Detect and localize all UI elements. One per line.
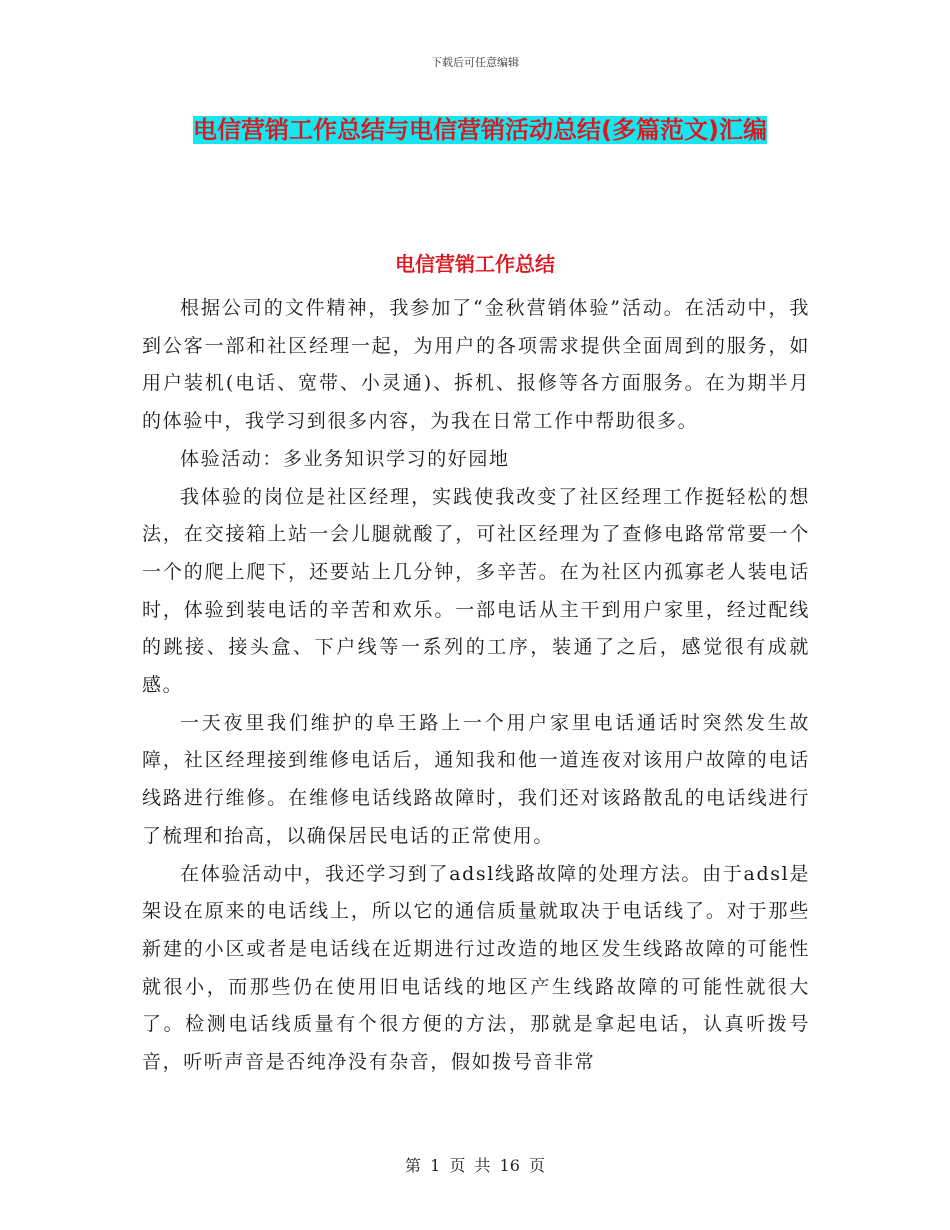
document-body xyxy=(142,290,810,1082)
paragraph: 在体验活动中，我还学习到了adsl线路故障的处理方法。由于adsl是架设在原来的电话线上，所以它的通信质量就取决于电话线了。对于那些新建的小区或者是电话线在近期进行过改造的地区发生线路故障的可能性就很小，而那些仍在使用旧电话线的地区产生线路故障的可能性就很大了。检测电话线质量有个很方便的方法，那就是拿起电话，认真听拨号音，听听声音是否纯净没有杂音，假如拨号音非常 xyxy=(142,862,810,1074)
document-title-text: 电信营销工作总结与电信营销活动总结(多篇范文)汇编 xyxy=(193,116,767,144)
paragraph: 根据公司的文件精神，我参加了“金秋营销体验”活动。在活动中，我到公客一部和社区经理一起，为用户的各项需求提供全面周到的服务，如用户装机(电话、宽带、小灵通)、拆机、报修等各方面服务。在为期半月的体验中，我学习到很多内容，为我在日常工作中帮助很多。 xyxy=(142,297,810,433)
page-footer: 第 1 页 共 16 页 xyxy=(405,1156,545,1175)
paragraph: 一天夜里我们维护的阜王路上一个用户家里电话通话时突然发生故障，社区经理接到维修电话后，通知我和他一道连夜对该用户故障的电话线路进行维修。在维修电话线路故障时，我们还对该路散乱的电话线进行了梳理和抬高，以确保居民电话的正常使用。 xyxy=(142,711,810,847)
document-title xyxy=(140,108,820,152)
paragraph: 我体验的岗位是社区经理，实践使我改变了社区经理工作挺轻松的想法，在交接箱上站一会儿腿就酸了，可社区经理为了查修电路常常要一个一个的爬上爬下，还要站上几分钟，多辛苦。在为社区内孤寡老人装电话时，体验到装电话的辛苦和欢乐。一部电话从主干到用户家里，经过配线的跳接、接头盒、下户线等一系列的工序，装通了之后，感觉很有成就感。 xyxy=(142,485,810,697)
section-title: 电信营销工作总结 xyxy=(395,252,555,276)
header-note: 下载后可任意编辑 xyxy=(431,56,519,69)
paragraph-subheading: 体验活动：多业务知识学习的好园地 xyxy=(180,447,510,470)
